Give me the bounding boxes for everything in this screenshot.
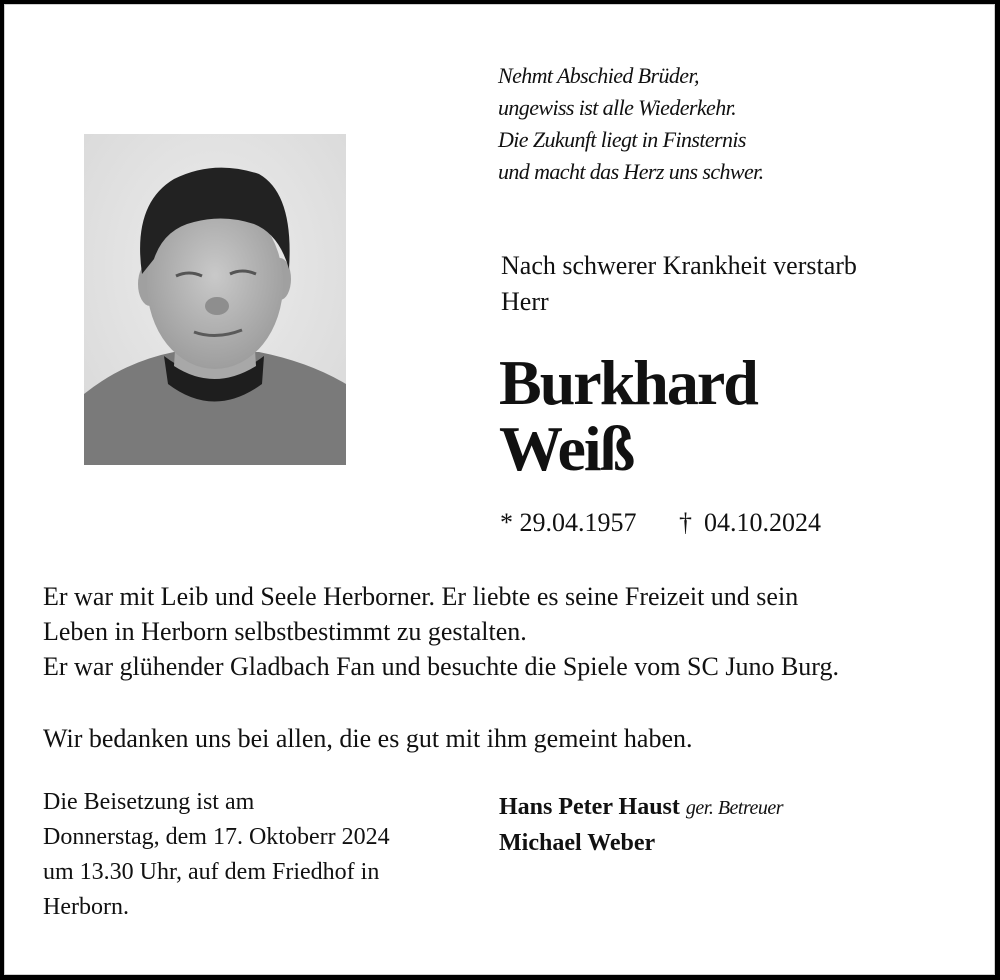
poem-line: und macht das Herz uns schwer. [498, 159, 764, 184]
birth-date: 29.04.1957 [519, 508, 637, 537]
funeral-line: um 13.30 Uhr, auf dem Friedhof in [43, 859, 380, 885]
portrait-image [84, 134, 346, 465]
signer-row [499, 790, 783, 826]
funeral-line: Die Beisetzung ist am [43, 789, 255, 815]
obituary-card [4, 4, 995, 975]
biography-line: Er war mit Leib und Seele Herborner. Er liebte es seine Freizeit und sein [43, 582, 799, 611]
poem [498, 60, 764, 188]
death-date: 04.10.2024 [704, 508, 821, 537]
signer-role: ger. Betreuer [685, 797, 784, 819]
funeral-line: Herborn. [43, 894, 129, 920]
signer-row [499, 826, 783, 861]
funeral-info [43, 785, 390, 925]
life-dates [500, 505, 821, 541]
biography-line: Er war glühender Gladbach Fan und besuchte die Spiele vom SC Juno Burg. [43, 652, 839, 681]
thanks-text: Wir bedanken uns bei allen, die es gut mit ihm gemeint haben. [43, 724, 693, 753]
birth-date-group [500, 505, 637, 541]
signer-name: Hans Peter Haust [499, 794, 680, 820]
biography [43, 579, 839, 684]
deceased-name [499, 347, 757, 484]
cross-icon: † [679, 508, 692, 537]
portrait-photo [84, 134, 346, 465]
poem-line: Nehmt Abschied Brüder, [498, 63, 699, 88]
death-date-group [679, 505, 821, 541]
intro-line: Herr [501, 287, 549, 316]
funeral-line: Donnerstag, dem 17. Oktoberr 2024 [43, 824, 390, 850]
last-name: Weiß [499, 413, 634, 484]
poem-line: Die Zukunft liegt in Finsternis [498, 127, 746, 152]
poem-line: ungewiss ist alle Wiederkehr. [498, 95, 737, 120]
intro-text [501, 248, 857, 320]
intro-line: Nach schwerer Krankheit verstarb [501, 251, 857, 280]
signer-name: Michael Weber [499, 830, 656, 856]
first-name: Burkhard [499, 347, 757, 418]
birth-star-icon: * [500, 508, 513, 537]
biography-line: Leben in Herborn selbstbestimmt zu gestalten. [43, 617, 527, 646]
signers [499, 790, 783, 861]
